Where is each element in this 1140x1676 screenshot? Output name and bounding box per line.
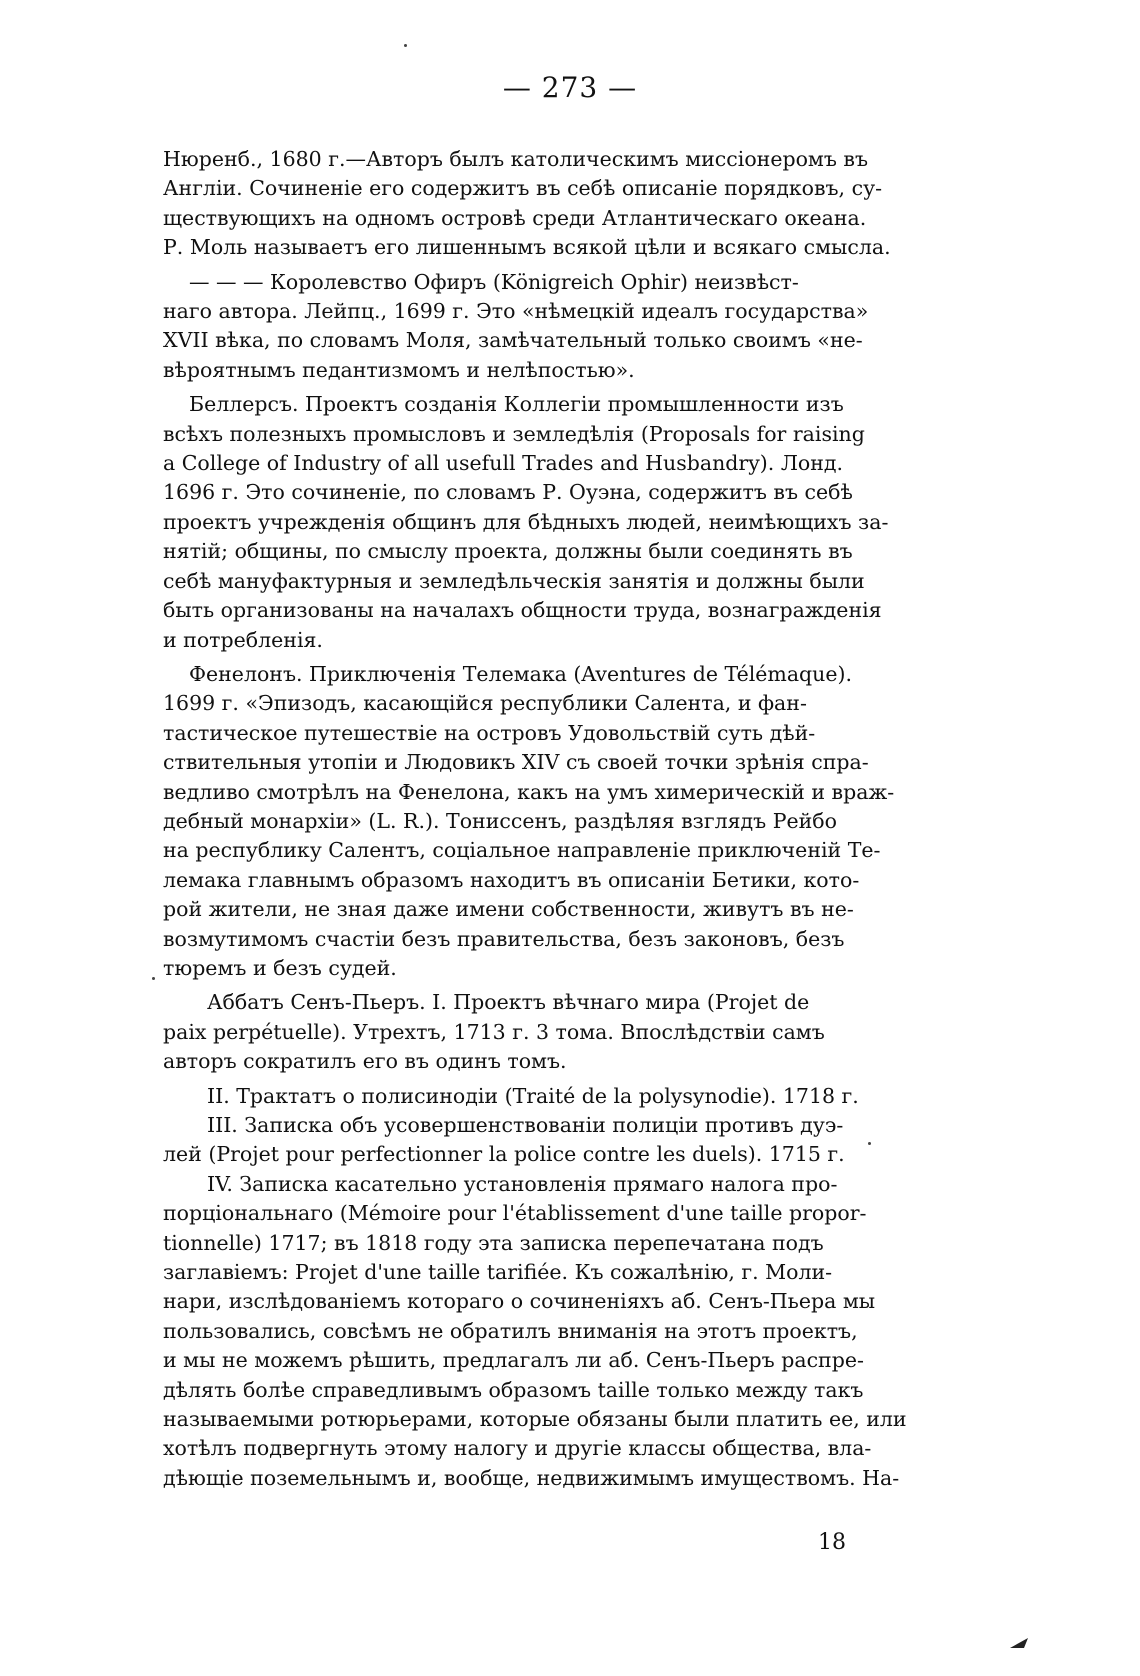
text-line: Нюренб., 1680 г.—Авторъ былъ католическимъ миссіонеромъ въ <box>163 147 869 171</box>
text-line: дѣлять болѣе справедливымъ образомъ taille только между такъ <box>163 1377 864 1402</box>
text-line: нятій; общины, по смыслу проекта, должны были соединять въ <box>163 539 853 564</box>
text-line: дѣющіе поземельнымъ и, вообще, недвижимымъ имуществомъ. На- <box>163 1465 900 1490</box>
text-line: называемыми ротюрьерами, которые обязаны были платить ее, или <box>163 1407 907 1432</box>
text-line: себѣ мануфактурныя и земледѣльческія занятія и должны были <box>163 568 865 593</box>
text-line: tionnelle) 1717; въ 1818 году эта записка перепечатана подъ <box>163 1230 824 1255</box>
text-line: рой жители, не зная даже имени собственности, живутъ въ не- <box>163 897 854 922</box>
scan-speck <box>404 44 407 47</box>
text-line: тюремъ и безъ судей. <box>163 955 397 980</box>
text-line: и потребленія. <box>163 627 323 652</box>
text-line: быть организованы на началахъ общности труда, вознагражденія <box>163 598 882 623</box>
text-line: ведливо смотрѣлъ на Фенелона, какъ на умъ химерическій и враж- <box>163 779 895 804</box>
text-line: лей (Projet pour perfectionner la police contre les duels). 1715 г. <box>163 1142 845 1167</box>
text-line: пользовались, совсѣмъ не обратилъ вниманія на этотъ проектъ, <box>163 1318 858 1343</box>
scan-speck <box>868 1142 871 1145</box>
text-line: проектъ учрежденія общинъ для бѣдныхъ людей, неимѣющихъ за- <box>163 509 889 534</box>
text-line: порціональнаго (Mémoire pour l'établissement d'une taille propor- <box>163 1201 867 1226</box>
text-line: Фенелонъ. Приключенія Телемака (Aventures de Télémaque). <box>189 661 853 686</box>
signature-mark: 18 <box>818 1530 846 1555</box>
body-text <box>163 145 915 1493</box>
text-line: возмутимомъ счастіи безъ правительства, безъ законовъ, безъ <box>163 926 845 951</box>
text-line: III. Записка объ усовершенствованіи полиціи противъ дуэ- <box>207 1113 844 1137</box>
text-line: вѣроятнымъ педантизмомъ и нелѣпостью». <box>163 357 635 382</box>
text-line: a College of Industry of all usefull Trades and Husbandry). Лонд. <box>163 451 844 476</box>
text-line: на республику Салентъ, соціальное направленіе приключеній Те- <box>163 838 881 863</box>
text-line: нари, изслѣдованіемъ котораго о сочиненіяхъ аб. Сенъ-Пьера мы <box>163 1289 876 1314</box>
text-line: дебный монархіи» (L. R.). Тониссенъ, раздѣляя взглядъ Рейбо <box>163 808 837 833</box>
text-line: paix perpétuelle). Утрехтъ, 1713 г. 3 тома. Впослѣдствіи самъ <box>163 1019 825 1044</box>
text-line: наго автора. Лейпц., 1699 г. Это «нѣмецкій идеалъ государства» <box>163 299 869 324</box>
text-line: хотѣлъ подвергнуть этому налогу и другіе классы общества, вла- <box>163 1436 872 1461</box>
page-number: — 273 — <box>502 71 638 104</box>
text-line: XVII вѣка, по словамъ Моля, замѣчательный только своимъ «не- <box>163 328 863 353</box>
text-line: 1696 г. Это сочиненіе, по словамъ Р. Оуэна, содержитъ въ себѣ <box>163 480 853 505</box>
text-line: Р. Моль называетъ его лишеннымъ всякой цѣли и всякаго смысла. <box>163 235 891 260</box>
text-line: авторъ сократилъ его въ одинъ томъ. <box>163 1049 567 1074</box>
text-line: II. Трактатъ о полисинодіи (Traité de la polysynodie). 1718 г. <box>207 1083 859 1108</box>
scan-speck <box>152 977 155 980</box>
text-line: 1699 г. «Эпизодъ, касающійся республики Салента, и фан- <box>163 691 807 716</box>
text-line: и мы не можемъ рѣшить, предлагалъ ли аб. Сенъ-Пьеръ распре- <box>163 1348 864 1373</box>
text-line: IV. Записка касательно установленія прямаго налога про- <box>207 1171 838 1196</box>
text-line: всѣхъ полезныхъ промысловъ и земледѣлія (Proposals for raising <box>163 421 865 446</box>
text-line: заглавіемъ: Projet d'une taille tarifiée. Къ сожалѣнію, г. Моли- <box>163 1260 833 1285</box>
text-line: Англіи. Сочиненіе его содержитъ въ себѣ описаніе порядковъ, су- <box>163 176 883 201</box>
text-line: ществующихъ на одномъ островѣ среди Атлантическаго океана. <box>163 205 867 230</box>
text-line: тастическое путешествіе на островъ Удовольствій суть дѣй- <box>163 720 816 745</box>
text-line: ствительныя утопіи и Людовикъ XIV съ своей точки зрѣнія спра- <box>163 750 869 775</box>
text-line: Аббатъ Сенъ-Пьеръ. I. Проектъ вѣчнаго мира (Projet de <box>207 990 810 1015</box>
corner-scan-mark <box>1010 1638 1028 1648</box>
text-line: лемака главнымъ образомъ находитъ въ описаніи Бетики, кото- <box>163 867 860 892</box>
text-line: — — — Королевство Офиръ (Königreich Ophir) неизвѣст- <box>189 269 799 294</box>
text-line: Беллерсъ. Проектъ созданія Коллегіи промышленности изъ <box>189 392 844 417</box>
